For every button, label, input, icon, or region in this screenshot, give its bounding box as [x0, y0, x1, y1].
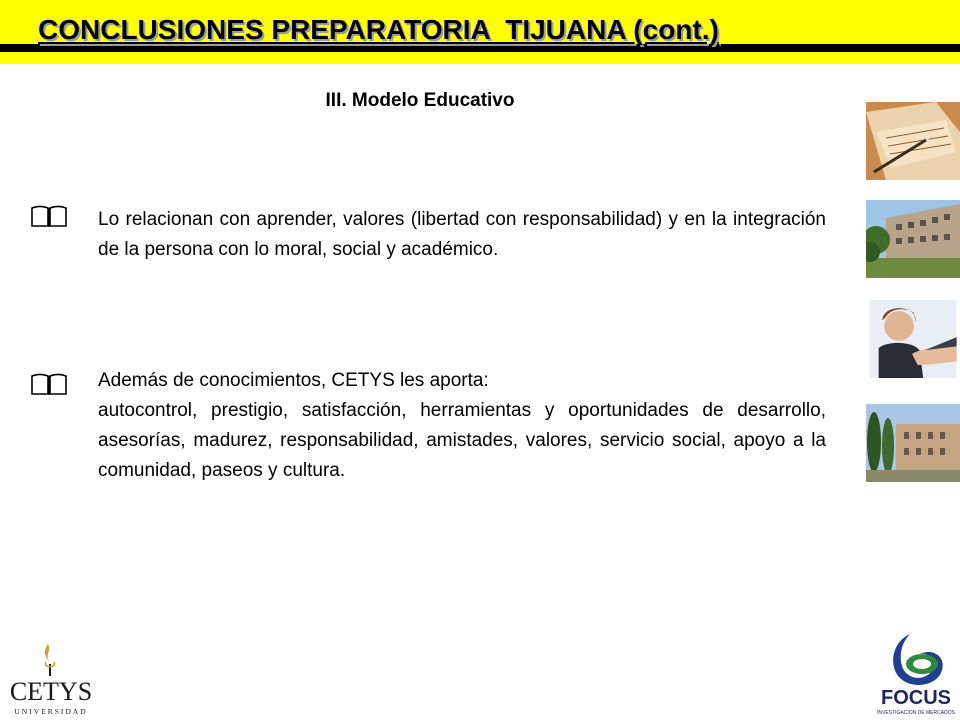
- focus-logo: [876, 628, 958, 718]
- cetys-logo-subtitle: UNIVERSIDAD: [14, 707, 88, 716]
- bullet-lead-2: Además de conocimientos, CETYS les aporta:: [98, 370, 489, 391]
- handshake-photo: [866, 300, 960, 378]
- campus-trees-photo: [866, 404, 960, 482]
- open-book-icon: [30, 373, 68, 397]
- cetys-logo: [6, 640, 96, 718]
- campus-building-photo: [866, 200, 960, 278]
- open-book-icon: [30, 205, 68, 229]
- cetys-logo-brand: CETYS: [9, 677, 93, 706]
- slide-title: CONCLUSIONES PREPARATORIA TIJUANA (cont.): [38, 14, 719, 45]
- focus-logo-tagline: INVESTIGACION DE MERCADOS: [877, 710, 955, 716]
- bullet-text-2: autocontrol, prestigio, satisfacción, herramientas y oportunidades de desarrollo, asesorías, madurez, responsabilidad, amistades, valores, servicio social, apoyo a la comunidad, paseos y cultura.: [98, 400, 826, 481]
- documents-and-pen-photo: [866, 102, 960, 180]
- focus-logo-brand: FOCUS: [881, 687, 951, 709]
- title-bar: [0, 0, 960, 64]
- bullet-block-2: [98, 366, 826, 486]
- bullet-text-1: Lo relacionan con aprender, valores (libertad con responsabilidad) y en la integración de la persona con lo moral, social y académico.: [98, 209, 826, 260]
- section-heading: III. Modelo Educativo: [325, 90, 515, 111]
